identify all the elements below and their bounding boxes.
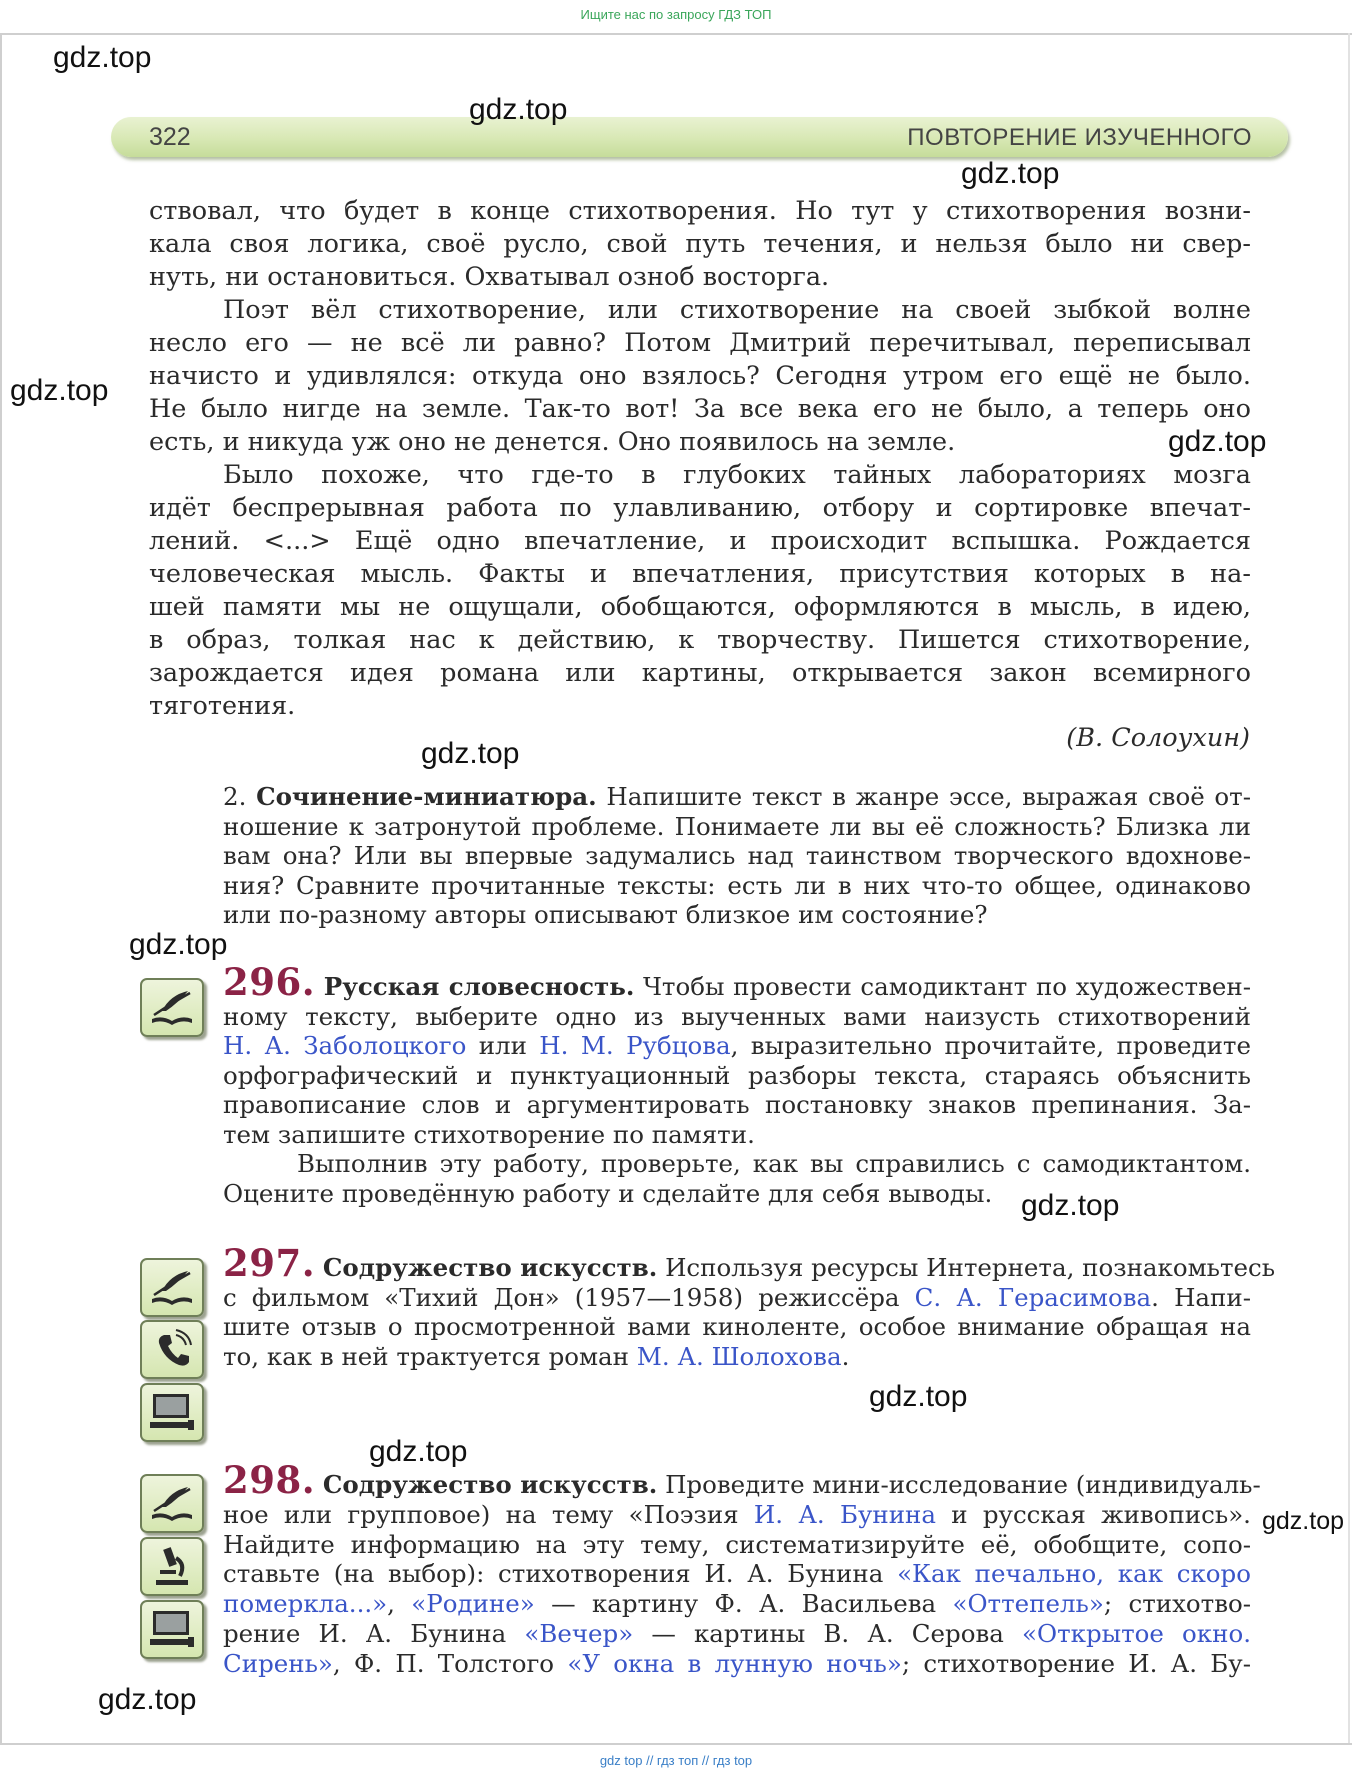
text-segment: то, как в ней трактуется роман [223, 1341, 637, 1371]
text-line: несло его — не всё ли равно? Потом Дмитрий перечитывал, переписывал [149, 328, 1251, 358]
text-line: лений. <...> Ещё одно впечатление, и происходит вспышка. Рождается [149, 526, 1251, 556]
exercise-title: Содружество искусств. [322, 1253, 658, 1282]
text-segment: ставьте (на выбор): стихотворения И. А. Бунина [223, 1559, 898, 1589]
author-link[interactable]: И. А. Бунина [753, 1499, 936, 1529]
text-segment: рение И. А. Бунина [223, 1618, 525, 1648]
task-2-number: 2. [223, 782, 247, 811]
text-segment: . [841, 1341, 850, 1371]
exercise-number: 297. [223, 1241, 316, 1285]
text-segment: с фильмом «Тихий Дон» (1957—1958) режиссёра [223, 1282, 915, 1312]
text-line: ствовал, что будет в конце стихотворения. Но тут у стихотворения возни- [149, 196, 1251, 226]
text-segment: Используя ресурсы Интернета, познакомьтесь [665, 1253, 1276, 1282]
paragraph-2 [149, 294, 1251, 459]
phone-icon [140, 1320, 204, 1379]
text-segment: Чтобы провести самодиктант по художествен- [643, 972, 1251, 1001]
watermark: gdz.top [10, 374, 109, 407]
text-line: человеческая мысль. Факты и впечатления, присутствия которых в на- [149, 559, 1251, 589]
paragraph-3 [149, 459, 1251, 723]
text-segment: ; стихотворение И. А. Бу- [901, 1648, 1251, 1678]
text-line: зарождается идея романа или картины, открывается закон всемирного [149, 658, 1251, 688]
text-line: тем запишите стихотворение по памяти. [223, 1119, 755, 1149]
text-line: начисто и удивлялся: откуда оно взялось? Сегодня утром его ещё не было. [149, 361, 1251, 391]
text-line: ношение к затронутой проблеме. Понимаете ли вы её сложность? Близка ли [223, 811, 1251, 841]
watermark: gdz.top [869, 1380, 968, 1413]
watermark: gdz.top [369, 1435, 468, 1468]
computer-icon [140, 1600, 204, 1659]
director-link[interactable]: С. А. Герасимова [914, 1282, 1152, 1312]
task-2-text: Напишите текст в жанре эссе, выражая своё от- [606, 782, 1251, 811]
text-line: ному тексту, выберите одно из выученных вами наизусть стихотворений [223, 1001, 1251, 1031]
author-link[interactable]: М. А. Шолохова [636, 1341, 842, 1371]
text-segment: — картины В. А. Серова [633, 1618, 1022, 1648]
text-line: шите отзыв о просмотренной вами киноленте, особое внимание обращая на [223, 1312, 1251, 1341]
text-segment: ; стихотво- [1103, 1589, 1252, 1619]
quill-book-icon [140, 1474, 204, 1533]
site-notice-top[interactable]: Ищите нас по запросу ГДЗ ТОП [580, 7, 772, 22]
text-line: Оцените проведённую работу и сделайте для себя выводы. [223, 1178, 993, 1208]
text-segment: . Напи- [1151, 1282, 1251, 1312]
text-segment: ное или групповое) на тему «Поэзия [223, 1499, 754, 1529]
frame-right [1348, 33, 1350, 1743]
watermark: gdz.top [1021, 1189, 1120, 1222]
text-line: Не было нигде на земле. Так-то вот! За все века его не было, а теперь оно [149, 394, 1251, 424]
quill-book-icon [140, 978, 204, 1037]
text-line: в образ, толкая нас к действию, к творчеству. Пишется стихотворение, [149, 625, 1251, 655]
text-line: тяготения. [149, 691, 296, 721]
text-segment: , выразительно прочитайте, проведите [730, 1031, 1251, 1060]
watermark: gdz.top [1168, 425, 1267, 458]
painting-link[interactable]: «Открытое окно. [1022, 1618, 1251, 1648]
exercise-number: 296. [223, 960, 316, 1004]
painting-link[interactable]: «У окна в лунную ночь» [567, 1648, 902, 1678]
microscope-icon [140, 1537, 204, 1596]
text-segment: — картину Ф. А. Васильева [534, 1589, 953, 1619]
text-line: ния? Сравните прочитанные тексты: есть ли в них что-то общее, одинаково [223, 870, 1251, 900]
painting-link[interactable]: Сирень» [223, 1648, 333, 1678]
text-line: или по-разному авторы описывают близкое им состояние? [223, 900, 988, 929]
text-line: идёт беспрерывная работа по улавливанию, отбору и сортировке впечат- [149, 493, 1251, 523]
page-number: 322 [149, 123, 191, 151]
exercise-297 [223, 1241, 1276, 1371]
text-line: кала своя логика, своё русло, свой путь течения, и нельзя было ни свер- [149, 229, 1251, 259]
text-segment: , Ф. П. Толстого [332, 1648, 568, 1678]
poem-link[interactable]: «Родине» [411, 1589, 535, 1619]
section-title: ПОВТОРЕНИЕ ИЗУЧЕННОГО [907, 124, 1252, 151]
text-line: нуть, ни остановиться. Охватывал озноб восторга. [149, 262, 830, 292]
frame-top [0, 33, 1352, 35]
task-2-title: Сочинение-миниатюра. [256, 782, 597, 811]
exercise-296 [223, 960, 1251, 1208]
watermark: gdz.top [1262, 1507, 1345, 1535]
quill-book-icon [140, 1258, 204, 1317]
text-line: Выполнив эту работу, проверьте, как вы справились с самодиктантом. [297, 1149, 1251, 1178]
exercise-title: Содружество искусств. [322, 1470, 658, 1499]
exercise-298 [223, 1458, 1261, 1679]
text-line: Было похоже, что где-то в глубоких тайных лабораториях мозга [223, 460, 1251, 490]
author-link[interactable]: Н. А. Заболоцкого [223, 1031, 467, 1060]
text-segment: или [466, 1031, 540, 1060]
text-line: шей памяти мы не ощущали, обобщаются, оформляются в мысль, в идею, [149, 592, 1251, 622]
text-line: Найдите информацию на эту тему, систематизируйте её, обобщите, сопо- [223, 1529, 1251, 1559]
poem-link[interactable]: «Как печально, как скоро [897, 1559, 1251, 1589]
frame-bottom [0, 1743, 1352, 1745]
exercise-number: 298. [223, 1458, 316, 1502]
author-signature [900, 722, 1250, 755]
author-name: (В. Солоухин) [1066, 723, 1250, 753]
paragraph-1 [149, 195, 1251, 294]
watermark: gdz.top [421, 737, 520, 770]
text-line: правописание слов и аргументировать постановку знаков препинания. За- [223, 1090, 1251, 1119]
exercise-title: Русская словесность. [323, 972, 635, 1001]
site-notice-bottom[interactable]: gdz top // гдз топ // гдз top [599, 1753, 753, 1768]
watermark: gdz.top [129, 928, 228, 961]
poem-link[interactable]: «Вечер» [524, 1618, 634, 1648]
text-segment: Проведите мини-исследование (индивидуаль- [665, 1470, 1261, 1499]
computer-icon [140, 1383, 204, 1442]
watermark: gdz.top [98, 1683, 197, 1716]
watermark: gdz.top [53, 41, 152, 74]
text-line: орфографический и пунктуационный разборы текста, стараясь объяснить [223, 1060, 1251, 1090]
text-segment: и русская живопись». [935, 1499, 1251, 1529]
author-link[interactable]: Н. М. Рубцова [539, 1031, 731, 1060]
text-segment: , [387, 1589, 412, 1619]
frame-left [0, 33, 2, 1743]
painting-link[interactable]: «Оттепель» [952, 1589, 1104, 1619]
task-2 [223, 782, 1251, 930]
text-line: Поэт вёл стихотворение, или стихотворение на своей зыбкой волне [223, 295, 1251, 325]
text-line: вам она? Или вы впервые задумались над таинством творческого вдохнове- [223, 841, 1251, 870]
text-line: есть, и никуда уж оно не денется. Оно появилось на земле. [149, 427, 956, 457]
watermark: gdz.top [961, 157, 1060, 190]
watermark: gdz.top [469, 93, 568, 126]
poem-link[interactable]: померкла...» [223, 1589, 388, 1619]
